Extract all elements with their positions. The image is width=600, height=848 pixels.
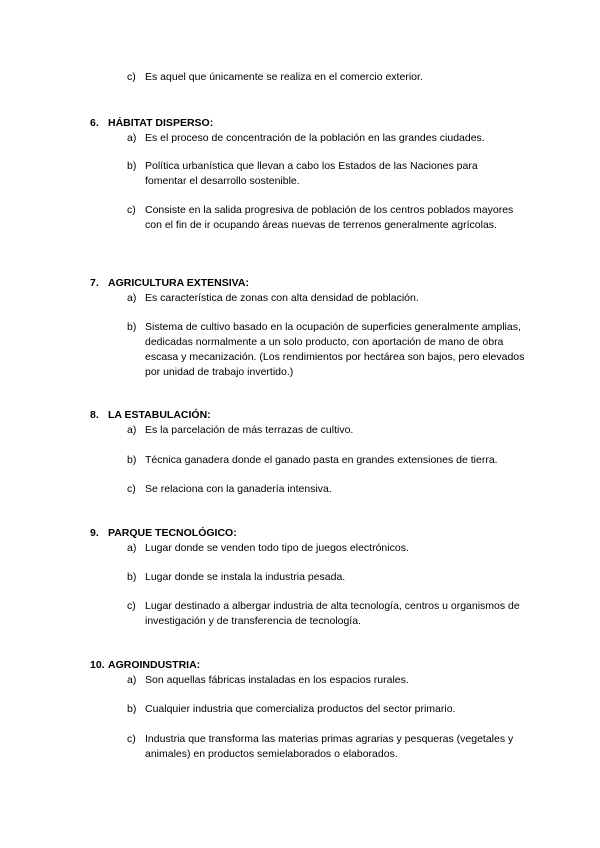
question-number: 6. bbox=[90, 117, 99, 129]
option-letter: a) bbox=[127, 542, 137, 554]
option-letter: b) bbox=[127, 454, 137, 466]
question-title: AGROINDUSTRIA: bbox=[108, 659, 201, 671]
option-letter: b) bbox=[127, 703, 137, 715]
option-letter: a) bbox=[127, 424, 137, 436]
option-letter: a) bbox=[127, 132, 137, 144]
option-letter: c) bbox=[127, 600, 136, 612]
question-number: 8. bbox=[90, 409, 99, 421]
option-text: Sistema de cultivo basado en la ocupación de superficies generalmente amplias, dedicadas normalmente a un solo producto, con aportación de mano de obra escasa y mecanización. (Los rendimientos por hectárea son bajos, pero elevados por unidad de trabajo invertido.) bbox=[145, 321, 525, 378]
question-title: PARQUE TECNOLÓGICO: bbox=[108, 527, 237, 539]
option-text: Lugar donde se instala la industria pesada. bbox=[145, 571, 346, 583]
option-text: Cualquier industria que comercializa productos del sector primario. bbox=[145, 703, 456, 715]
option-letter: b) bbox=[127, 321, 137, 333]
option-text: Es el proceso de concentración de la población en las grandes ciudades. bbox=[145, 132, 485, 144]
option-text: Consiste en la salida progresiva de población de los centros poblados mayores con el fin de ir ocupando áreas nuevas de terrenos generalmente agrícolas. bbox=[145, 204, 514, 231]
option-text: Lugar donde se venden todo tipo de juegos electrónicos. bbox=[145, 542, 409, 554]
question-title: AGRICULTURA EXTENSIVA: bbox=[108, 277, 249, 289]
question-10-heading bbox=[90, 658, 200, 673]
option-letter: a) bbox=[127, 292, 137, 304]
question-6-heading bbox=[90, 116, 213, 131]
option-text: Se relaciona con la ganadería intensiva. bbox=[145, 483, 332, 495]
option-letter: b) bbox=[127, 160, 137, 172]
question-9-heading bbox=[90, 526, 237, 541]
option-text: Es aquel que únicamente se realiza en el comercio exterior. bbox=[145, 71, 423, 83]
option-text: Es característica de zonas con alta densidad de población. bbox=[145, 292, 419, 304]
question-number: 10. bbox=[90, 659, 105, 671]
question-number: 9. bbox=[90, 527, 99, 539]
question-number: 7. bbox=[90, 277, 99, 289]
option-letter: a) bbox=[127, 674, 137, 686]
option-letter: c) bbox=[127, 483, 136, 495]
option-text: Política urbanística que llevan a cabo los Estados de las Naciones para fomentar el desarrollo sostenible. bbox=[145, 160, 478, 187]
option-text: Técnica ganadera donde el ganado pasta en grandes extensiones de tierra. bbox=[145, 454, 498, 466]
question-title: LA ESTABULACIÓN: bbox=[108, 409, 211, 421]
question-title: HÁBITAT DISPERSO: bbox=[108, 117, 214, 129]
option-text: Lugar destinado a albergar industria de alta tecnología, centros u organismos de investigación y de transferencia de tecnología. bbox=[145, 600, 520, 627]
question-8-heading bbox=[90, 408, 211, 423]
option-text: Son aquellas fábricas instaladas en los espacios rurales. bbox=[145, 674, 409, 686]
option-letter: c) bbox=[127, 733, 136, 745]
option-text: Industria que transforma las materias primas agrarias y pesqueras (vegetales y animales) en productos semielaborados o elaborados. bbox=[145, 733, 514, 760]
option-letter: b) bbox=[127, 571, 137, 583]
option-text: Es la parcelación de más terrazas de cultivo. bbox=[145, 424, 354, 436]
option-letter: c) bbox=[127, 204, 136, 216]
question-7-heading bbox=[90, 276, 249, 291]
option-letter: c) bbox=[127, 71, 136, 83]
